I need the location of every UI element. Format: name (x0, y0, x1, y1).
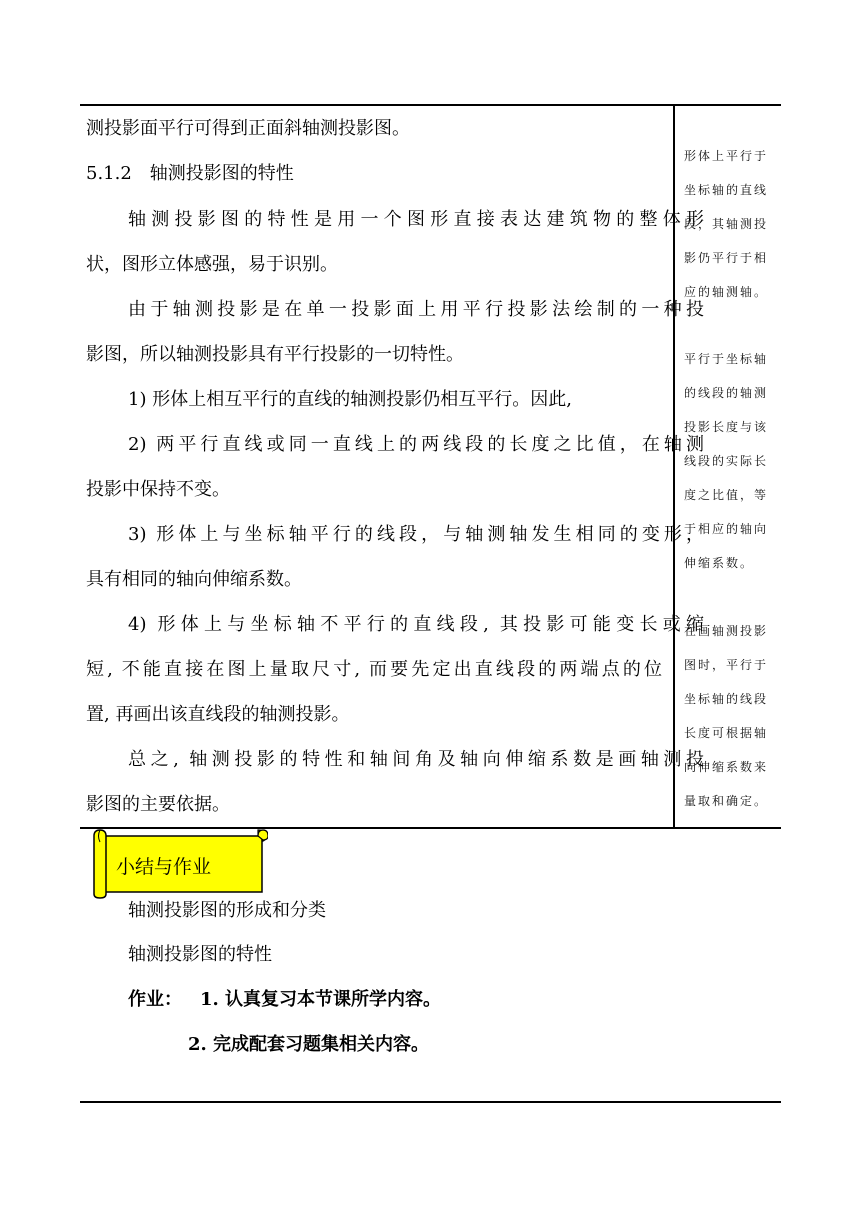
body-line: 置, 再画出该直线段的轴测投影。 (86, 704, 350, 725)
margin-note-line: 在画轴测投影 (684, 624, 769, 638)
homework-label: 作业： (128, 989, 182, 1010)
list-item: 1) 形体上相互平行的直线的轴测投影仍相互平行。因此, (128, 389, 572, 410)
margin-note-line: 线段的实际长 (684, 454, 769, 468)
homework-item: 1. 认真复习本节课所学内容。 (200, 989, 442, 1010)
margin-note-line: 坐标轴的线段 (684, 692, 769, 706)
homework-item: 2. 完成配套习题集相关内容。 (188, 1034, 430, 1055)
margin-note-line: 影仍平行于相 (684, 251, 769, 265)
list-item: 3) 形体上与坐标轴平行的线段，与轴测轴发生相同的变形， (128, 524, 704, 545)
summary-item: 轴测投影图的特性 (128, 944, 272, 965)
margin-note-line: 度之比值，等 (684, 488, 769, 502)
margin-note-line: 向伸缩系数来 (684, 760, 769, 774)
margin-note-line: 坐标轴的直线 (684, 183, 769, 197)
margin-note-line: 伸缩系数。 (684, 556, 755, 570)
body-line: 轴测投影图的特性是用一个图形直接表达建筑物的整体形 (128, 209, 704, 230)
body-line: 总之, 轴测投影的特性和轴间角及轴向伸缩系数是画轴测投 (128, 749, 704, 770)
table-top-rule (80, 104, 781, 106)
section-heading: 5.1.2 轴测投影图的特性 (86, 163, 294, 184)
summary-item: 轴测投影图的形成和分类 (128, 900, 326, 921)
margin-note-line: 形体上平行于 (684, 149, 769, 163)
margin-note-line: 于相应的轴向 (684, 522, 769, 536)
list-item: 2) 两平行直线或同一直线上的两线段的长度之比值，在轴测 (128, 434, 704, 455)
margin-note-line: 应的轴测轴。 (684, 285, 769, 299)
margin-note-line: 长度可根据轴 (684, 726, 769, 740)
margin-note-line: 的线段的轴测 (684, 386, 769, 400)
margin-note-line: 量取和确定。 (684, 794, 769, 808)
body-line: 具有相同的轴向伸缩系数。 (86, 569, 302, 590)
body-line: 由于轴测投影是在单一投影面上用平行投影法绘制的一种投 (128, 299, 704, 320)
summary-banner-title: 小结与作业 (116, 856, 212, 878)
margin-note-line: 段，其轴测投 (684, 217, 769, 231)
body-line: 状，图形立体感强，易于识别。 (86, 254, 338, 275)
margin-note-line: 平行于坐标轴 (684, 352, 769, 366)
margin-note-line: 投影长度与该 (684, 420, 769, 434)
body-line: 投影中保持不变。 (86, 479, 230, 500)
body-line: 影图，所以轴测投影具有平行投影的一切特性。 (86, 344, 464, 365)
body-line: 影图的主要依据。 (86, 794, 230, 815)
page-bottom-rule (80, 1101, 781, 1103)
body-line: 测投影面平行可得到正面斜轴测投影图。 (86, 118, 410, 139)
body-line: 短, 不能直接在图上量取尺寸, 而要先定出直线段的两端点的位 (86, 659, 662, 680)
margin-note-line: 图时，平行于 (684, 658, 769, 672)
list-item: 4) 形体上与坐标轴不平行的直线段, 其投影可能变长或缩 (128, 614, 704, 635)
